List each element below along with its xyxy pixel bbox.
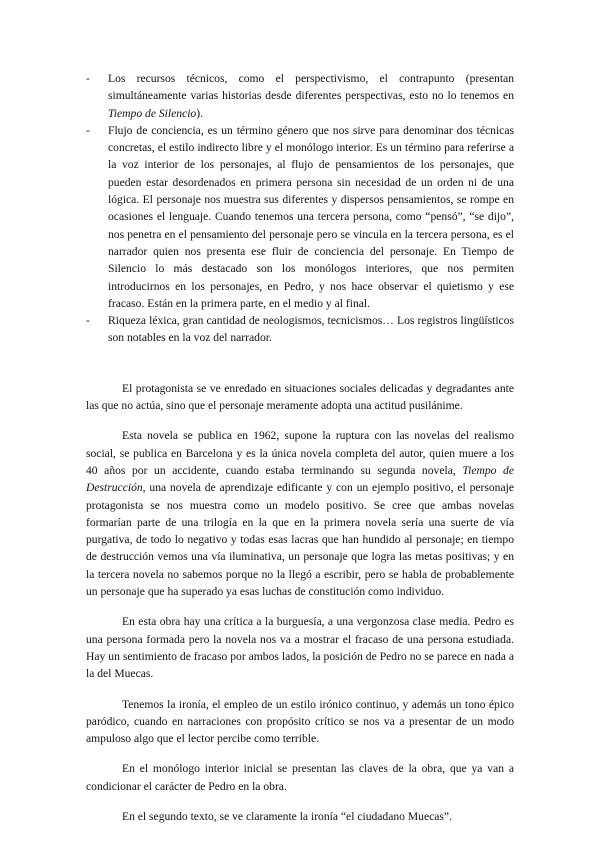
paragraph-second-text: En el segundo texto, se ve claramente la ironía “el ciudadano Muecas”. — [122, 809, 452, 823]
list-item-text: Riqueza léxica, gran cantidad de neologismos, tecnicismos… Los registros lingüísticos son notables en la voz del narrador. — [108, 314, 514, 345]
list-item-text: Flujo de conciencia, es un término género que nos sirve para denominar dos técnicas concretas, el estilo indirecto libre y el monólogo interior. Es un término para referirse a la voz interior de los personajes, al flujo de pensamientos de los personajes, que pueden estar desordenados en primera persona sin necesidad de un orden ni de una lógica. El personaje nos muestra sus diferentes y dispersos pensamientos, se rompe en ocasiones el lenguaje. Cuando tenemos una tercera persona, como “pensó”, “se dijo”, nos penetra en el pensamiento del personaje pero se vincula en la tercera persona, es el narrador quien nos presenta ese fluir de conciencia del personaje. En Tiempo de Silencio lo más destacado son los monólogos interiores, que nos permiten introducirnos en los personajes, en Pedro, y nos hace observar el quietismo y ese fracaso. Están en la primera parte, en el medio y al final. — [108, 123, 514, 310]
paragraph-critique: En esta obra hay una crítica a la burguesía, a una vergonzosa clase media. Pedro es una persona formada pero la novela nos va a mostrar el fracaso de una persona estudiada. Hay un sentimiento de fracaso por ambos lados, la posición de Pedro no se parece en nada a la del Muecas. — [86, 615, 514, 681]
list-dash: - — [86, 314, 90, 328]
list-dash: - — [86, 123, 90, 137]
section-gap — [86, 347, 514, 380]
feature-list — [86, 70, 514, 347]
paragraph-irony: Tenemos la ironía, el empleo de un estilo irónico continuo, y además un tono épico paródico, cuando en narraciones con propósito crítico se nos va a presentar de un modo ampuloso algo que el lector percibe como terrible. — [86, 697, 514, 746]
list-item-text-end: ). — [196, 106, 203, 120]
book-title-italic: Tiempo de Destrucción — [86, 463, 514, 495]
list-item — [86, 122, 514, 312]
list-item-text: Los recursos técnicos, como el perspectivismo, el contrapunto (presentan simultáneamente varias historias desde diferentes perspectivas, esto no lo tenemos en — [108, 72, 514, 103]
paragraph-protagonist: El protagonista se ve enredado en situaciones sociales delicadas y degradantes ante las que no actúa, sino que el personaje meramente adopta una actitud pusilánime. — [86, 381, 514, 413]
list-item — [86, 70, 514, 122]
list-dash: - — [86, 72, 90, 85]
paragraph-text: Esta novela se publica en 1962, supone la ruptura con las novelas del realismo social, se publica en Barcelona y es la única novela completa del autor, quien muere a los 40 años por un accidente, cuando estaba terminando su segunda novela, — [86, 429, 514, 477]
book-title-italic: Tiempo de Silencio — [108, 106, 197, 120]
list-item — [86, 312, 514, 347]
paragraph-monologue: En el monólogo interior inicial se presentan las claves de la obra, que ya van a condicionar el carácter de Pedro en la obra. — [86, 762, 514, 793]
paragraph-text-end: , una novela de aprendizaje edificante y con un ejemplo positivo, el personaje protagonista se nos muestra como un modelo positivo. Se cree que ambas novelas formarían parte de una trilogía en la que en la primera novela sería una suerte de vía purgativa, de todo lo negativo y todas esas lacras que han hundido al personaje; en tiempo de destrucción vemos una vía iluminativa, un personaje que logra las metas positivas; y en la tercera novela no sabemos porque no la llegó a escribir, pero se habla de probablemente un personaje que ha superado ya esas luchas de constitución como individuo. — [86, 481, 514, 599]
paragraph-publication — [86, 427, 514, 600]
